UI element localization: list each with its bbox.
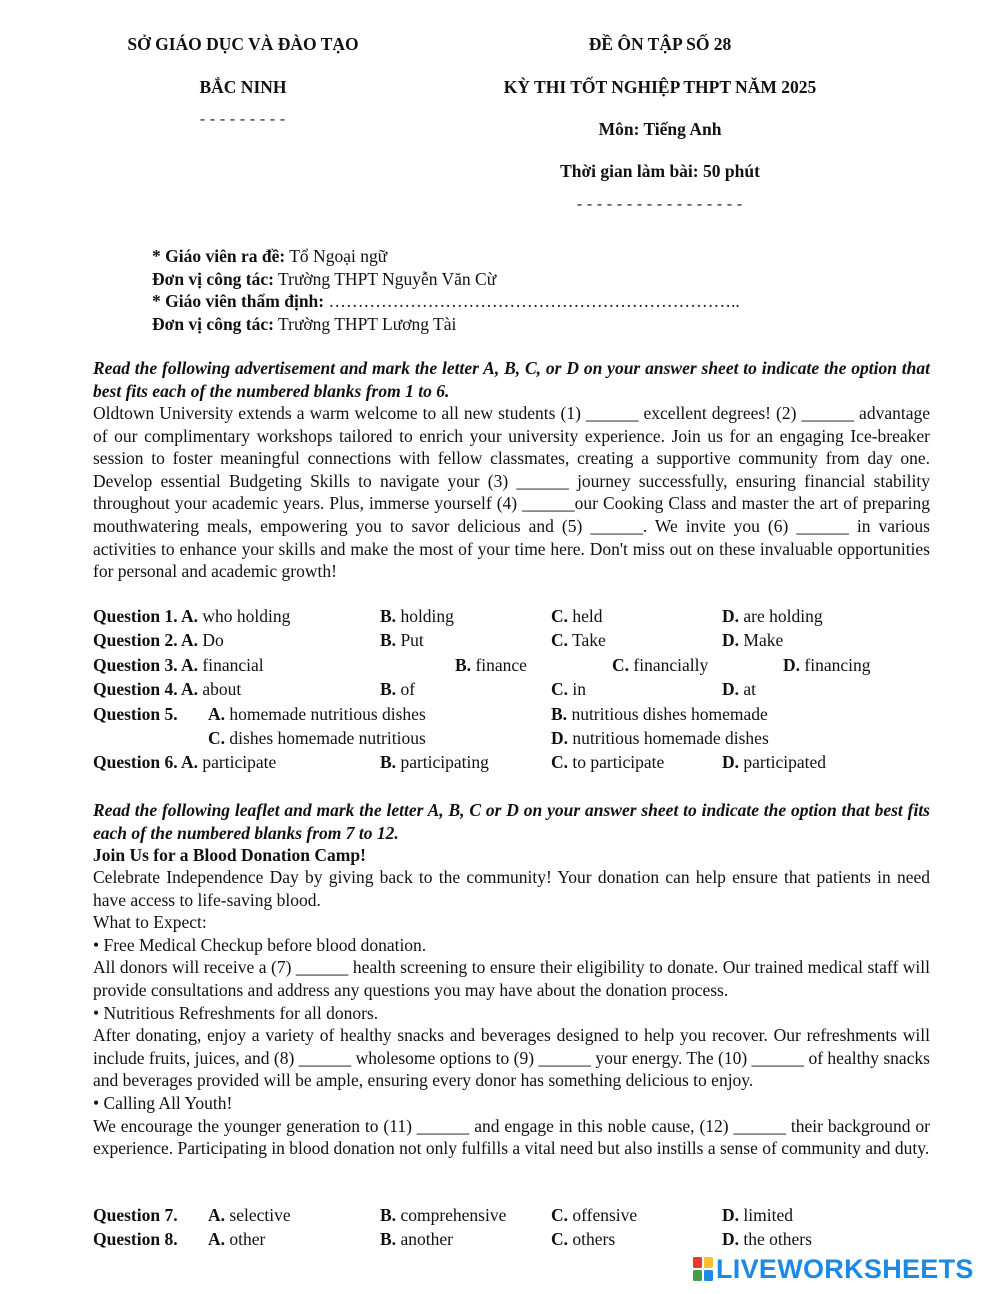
liveworksheets-watermark[interactable] <box>693 1254 974 1284</box>
exam-name: KỲ THI TỐT NGHIỆP THPT NĂM 2025 <box>503 77 817 97</box>
subject: Môn: Tiếng Anh <box>598 119 722 139</box>
right-divider: ----------------- <box>574 197 746 214</box>
section1-passage: Oldtown University extends a warm welcome to all new students (1) ______ excellent degrees! (2) ______ advantage of our complimentary workshops tailored to enrich your university experience. Join us for an engaging Ice-breaker session to foster meaningful connections with fellow classmates, creating a supportive community from day one. Develop essential Budgeting Skills to navigate your (3) ______ journey successfully, ensuring financial stability throughout your academic years. Plus, immerse yourself (4) ______our Cooking Class and master the art of preparing mouthwatering meals, empowering you to savor delicious and (5) ______. We invite you (6) ______ in various activities to enhance your skills and make the most of your time here. Don't miss out on these invaluable opportunities for personal and academic growth! <box>93 403 930 582</box>
question-8: Question 8. A. other B. another C. others D. the others <box>93 1229 812 1249</box>
section2-instruction: Read the following leaflet and mark the letter A, B, C or D on your answer sheet to indicate the option that best fits each of the numbered blanks from 7 to 12. <box>93 800 930 843</box>
left-divider: --------- <box>197 112 288 129</box>
question-4: Question 4. A. about B. of C. in D. at <box>93 679 757 699</box>
province-name: BẮC NINH <box>199 77 287 97</box>
question-6: Question 6. A. participate B. participating C. to participate D. participated <box>93 752 826 772</box>
exam-number: ĐỀ ÔN TẬP SỐ 28 <box>588 34 732 54</box>
author-line: * Giáo viên ra đề: Tổ Ngoại ngữ <box>152 246 388 266</box>
watermark-text: LIVEWORKSHEETS <box>716 1253 974 1284</box>
unit-line-1: Đơn vị công tác: Trường THPT Nguyễn Văn Cừ <box>152 268 497 289</box>
leaflet-body: Celebrate Independence Day by giving back to the community! Your donation can help ensure that patients in need have access to life-saving blood. What to Expect: • Free Medical Checkup before blood donation. All donors will receive a (7) ______ health screening to ensure their eligibility to donate. Our trained medical staff will provide consultations and address any questions you may have about the donation process. • Nutritious Refreshments for all donors. After donating, enjoy a variety of healthy snacks and beverages designed to help you recover. Our refreshments will include fruits, juices, and (8) ______ wholesome options to (9) ______ your energy. The (10) ______ of healthy snacks and beverages provided will be ample, ensuring every donor has something delicious to enjoy. • Calling All Youth! We encourage the younger generation to (11) ______ and engage in this noble cause, (12) ______ their background or experience. Participating in blood donation not only fulfills a vital need but also instills a sense of community and duty. <box>93 867 930 1159</box>
question-2: Question 2. A. Do B. Put C. Take D. Make <box>93 630 784 650</box>
question-1: Question 1. A. who holding B. holding C. held D. are holding <box>93 606 823 626</box>
unit-line-2: Đơn vị công tác: Trường THPT Lương Tài <box>152 313 457 334</box>
liveworksheets-logo-icon <box>693 1257 713 1281</box>
teacher-info <box>152 245 740 335</box>
question-5: Question 5. A. homemade nutritious dishes B. nutritious dishes homemade <box>93 704 768 724</box>
department-name: SỞ GIÁO DỤC VÀ ĐÀO TẠO <box>127 34 359 54</box>
section1-instruction: Read the following advertisement and mark the letter A, B, C, or D on your answer sheet to indicate the option that best fits each of the numbered blanks from 1 to 6. <box>93 358 930 401</box>
time-limit: Thời gian làm bài: 50 phút <box>560 161 760 181</box>
leaflet-title: Join Us for a Blood Donation Camp! <box>93 845 366 865</box>
question-3: Question 3. A. financial B. finance C. financially D. financing <box>93 655 871 675</box>
reviewer-line: * Giáo viên thẩm định: …………………………………………………………….. <box>152 291 740 312</box>
question-5-continued: C. dishes homemade nutritious D. nutritious homemade dishes <box>208 728 769 748</box>
question-7: Question 7. A. selective B. comprehensive C. offensive D. limited <box>93 1205 793 1225</box>
